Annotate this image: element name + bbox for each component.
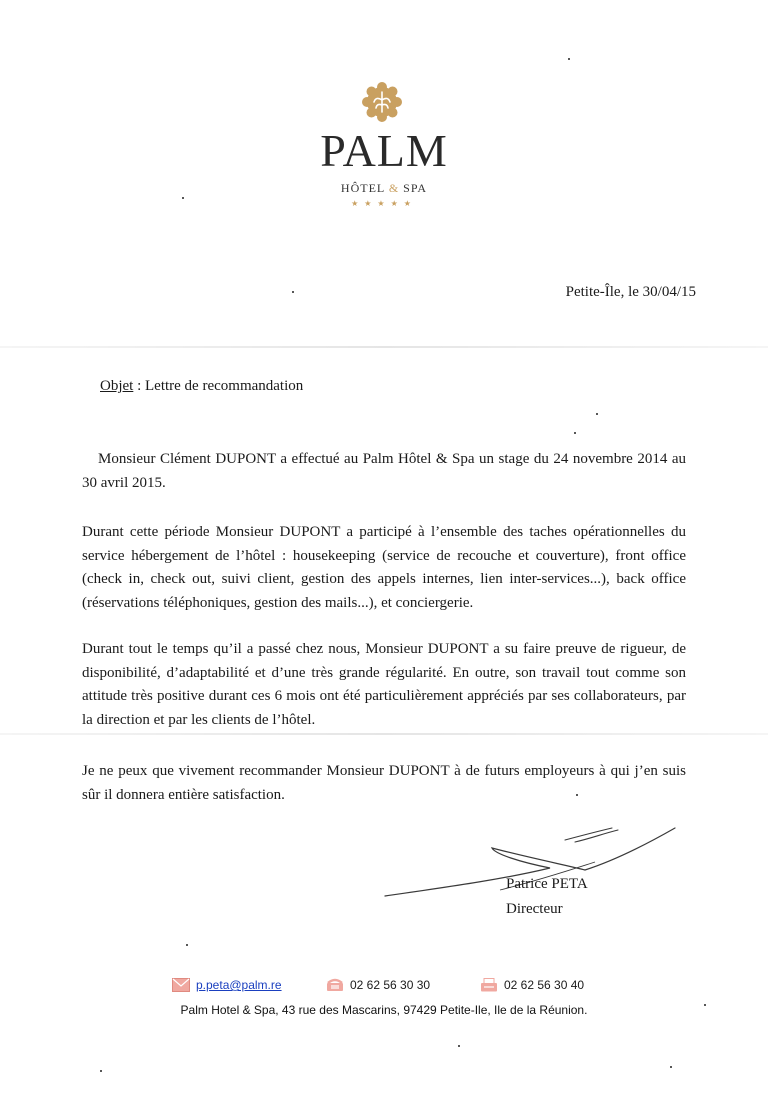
envelope-icon: [172, 978, 190, 992]
phone-number: 02 62 56 30 30: [350, 978, 431, 992]
logo-stars: ★★★★★: [351, 199, 417, 208]
scan-speck: [458, 1045, 460, 1047]
logo-subtitle-spa: SPA: [403, 181, 428, 195]
paper-fold-line: [0, 346, 768, 348]
paper-fold-line: [0, 733, 768, 735]
letter-subject: [100, 378, 303, 395]
letter-date: Petite-Île, le 30/04/15: [565, 284, 696, 300]
signatory-name: Patrice PETA: [506, 876, 588, 892]
footer-fax: [480, 978, 584, 992]
paragraph-1: [82, 448, 686, 495]
logo-subtitle-amp: &: [388, 181, 400, 195]
scan-speck: [596, 413, 598, 415]
subject-label: Objet: [100, 378, 134, 394]
paragraph-1-text: Monsieur Clément DUPONT a effectué au Palm Hôtel & Spa un stage du 24 novembre 2014 au 30 avril 2015.: [82, 451, 686, 491]
paragraph-4: Je ne peux que vivement recommander Monsieur DUPONT à de futurs employeurs à qui j’en suis sûr il donnera entière satisfaction.: [82, 763, 686, 803]
footer-phone: [326, 978, 430, 992]
logo-subtitle-hotel: HÔTEL: [340, 181, 385, 195]
logo-subtitle: [300, 180, 468, 196]
scan-speck: [670, 1066, 672, 1068]
scan-speck: [292, 291, 294, 293]
fax-icon: [480, 978, 498, 992]
scan-speck: [568, 58, 570, 60]
footer-contacts: [0, 978, 768, 998]
signatory-title: Directeur: [506, 901, 563, 917]
scan-speck: [574, 432, 576, 434]
subject-text: : Lettre de recommandation: [133, 378, 304, 394]
scan-speck: [100, 1070, 102, 1072]
logo-name: PALM: [320, 125, 448, 176]
phone-icon: [326, 978, 344, 992]
fax-number: 02 62 56 30 40: [504, 978, 585, 992]
scan-speck: [186, 944, 188, 946]
footer-email: [172, 978, 282, 992]
palm-flower-logo-icon: [362, 82, 402, 122]
email-link[interactable]: p.peta@palm.re: [196, 978, 282, 992]
footer-address: Palm Hotel & Spa, 43 rue des Mascarins, 97429 Petite-Ile, Ile de la Réunion.: [180, 1003, 588, 1017]
scan-speck: [704, 1004, 706, 1006]
scan-speck: [576, 794, 578, 796]
paragraph-2: Durant cette période Monsieur DUPONT a participé à l’ensemble des taches opérationnelles du service hébergement de l’hôtel : housekeeping (service de recouche et couverture), front office (check in, check out, suivi client, gestion des appels internes, lien inter-services...), back office (réservations téléphoniques, gestion des mails...), et conciergerie.: [82, 524, 686, 611]
scan-speck: [182, 197, 184, 199]
paragraph-3: Durant tout le temps qu’il a passé chez nous, Monsieur DUPONT a su faire preuve de rigueur, de disponibilité, d’adaptabilité et d’une très grande régularité. En outre, son travail tout comme son attitude très positive durant ces 6 mois ont été particulièrement appréciés par ses collaborateurs, par la direction et par les clients de l’hôtel.: [82, 641, 686, 728]
